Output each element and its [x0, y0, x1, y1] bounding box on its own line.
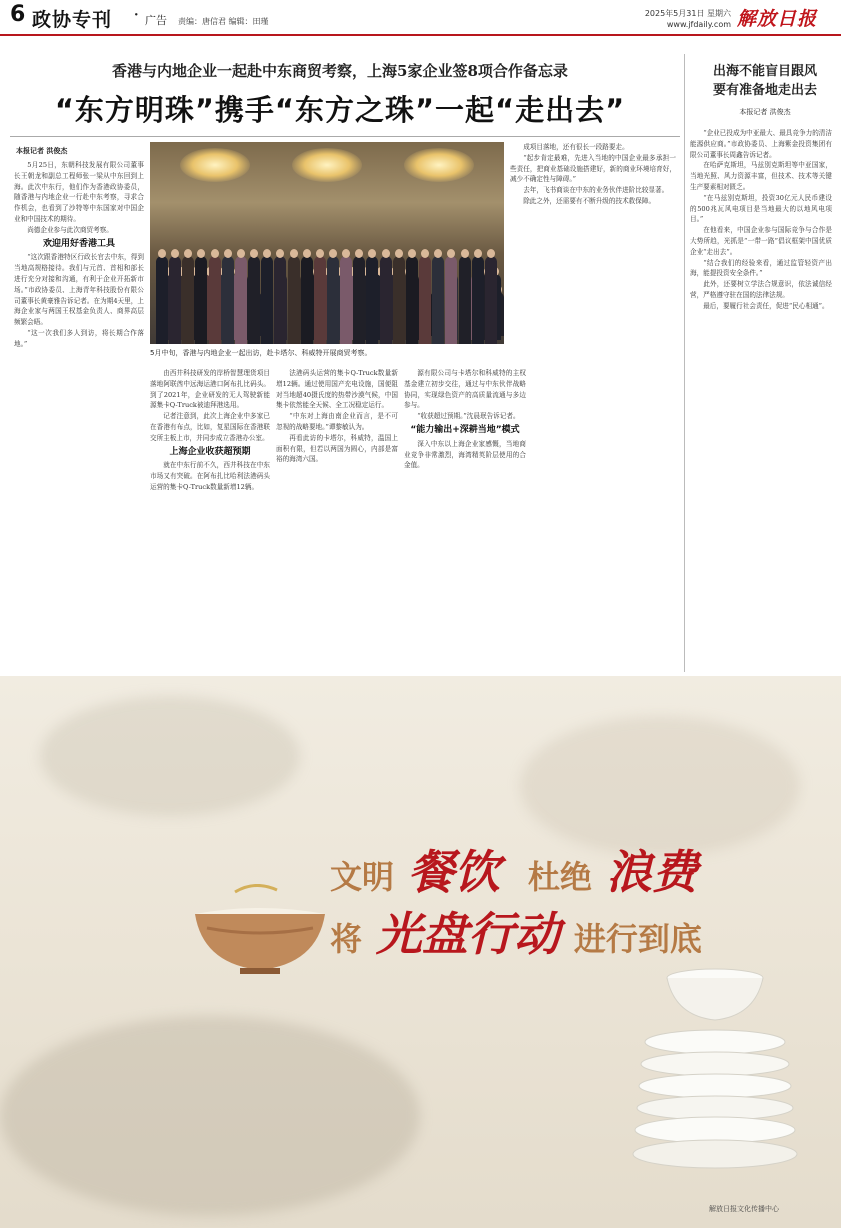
delegate-figure	[393, 256, 405, 344]
article-paragraph: 法港码头运营的集卡Q-Truck数量新增12辆。通过使用国产充电设施，国便阻对当地超40摄氏度的热带沙漠气候，中国集卡依然能全天候、全工况稳定运行。	[276, 369, 398, 410]
article-paragraph: 5月25日，东朝科技发展有限公司董事长王朝龙和副总工程师张一梁从中东回到上海。此次中东行，他们作为香港政协委员，随香港与内地企业一行赴中东考察，寻求合作机会，也看到了沙特等中东国家对中国企业和中国技术的期待。	[14, 161, 144, 223]
delegate-head	[342, 249, 350, 258]
sidebar-paragraph: 最后，要履行社会责任，促进“民心相通”。	[703, 301, 829, 310]
slogan-word: 进行到底	[573, 920, 702, 958]
delegate-figure	[195, 256, 207, 344]
article-column-3	[276, 368, 398, 670]
slogan-line-1	[330, 836, 698, 902]
ink-mist	[40, 696, 300, 816]
sidebar-paragraph: “结合我们的经验来看，通过监管轻资产出海，能提投资安全条件。”	[690, 258, 832, 278]
sidebar-paragraph: “在马兹别克斯坦，投资30亿元人民币建设的500兆瓦风电项目是当地最大的以地风电项目。”	[690, 193, 832, 224]
ink-mountain	[0, 1016, 420, 1216]
sidebar-author: 本报记者 洪俊杰	[739, 108, 791, 116]
section-dot: ·	[134, 8, 139, 23]
slogan-word: 浪费	[605, 845, 698, 899]
delegate-head	[276, 249, 284, 258]
delegate-figure	[406, 256, 418, 344]
delegate-head	[408, 249, 416, 258]
article-paragraph: “这次跟香港特区行政长官去中东，得到当地高规格接待。我们与元首、首相和部长进行充分对接和沟通，有利于企业开拓新市场。”市政协委员、上海青年科技股份有限公司董事长黄豪雅告诉记者。在为期4天里，上海企业家与两国王权基金负责人、商界高层频繁会晤。	[14, 253, 144, 327]
ink-mist	[520, 716, 800, 856]
delegate-head	[434, 249, 442, 258]
delegate-figure	[432, 256, 444, 344]
delegate-head	[237, 249, 245, 258]
delegate-head	[368, 249, 376, 258]
article-paragraph: “这一次我们多人到访，将长期合作落地。”	[14, 328, 144, 348]
slogan-word: 光盘行动	[375, 907, 560, 961]
article-paragraph: 就在中东行前不久，西井科技在中东市场又有突破。在阿布扎比哈利法港码头运营的集卡Q-Truck数量新增12辆。	[150, 461, 270, 491]
chandelier-light	[404, 148, 474, 182]
delegate-figure	[274, 256, 286, 344]
delegate-head	[290, 249, 298, 258]
delegate-head	[158, 249, 166, 258]
delegate-head	[171, 249, 179, 258]
slogan-line-2	[330, 898, 702, 964]
delegate-head	[461, 249, 469, 258]
article-paragraph: “收获超过预期。”沈晨珉告诉记者。	[417, 412, 520, 421]
delegate-figure	[340, 256, 352, 344]
delegate-head	[355, 249, 363, 258]
sidebar-paragraph: 此外，还要树立学法合规意识，依法诚信经营，严格遵守驻在国的法律法规。	[690, 280, 832, 299]
delegate-figure	[485, 256, 497, 344]
sidebar-paragraph: “企业已投成为中亚最大、最具竞争力的清洁能源供应商。”市政协委员、上海紫金投资集团有限公司董事长周鑫告诉记者。	[690, 129, 832, 159]
sidebar-title-line1: 出海不能盲目跟风	[712, 64, 817, 79]
poster-credit: 解放日报文化传播中心	[709, 1205, 779, 1213]
delegate-head	[421, 249, 429, 258]
article-author: 本报记者 洪俊杰	[16, 147, 68, 155]
delegate-figure	[235, 256, 247, 344]
chandelier-light	[292, 148, 362, 182]
delegate-figure	[353, 256, 365, 344]
newspaper-logo: 解放日报	[737, 8, 818, 30]
article-paragraph: 源有限公司与卡塔尔和科威特的主权基金建立初步交往，通过与中东伙伴战略协同，实现绿色资产的高质量流通与多边参与。	[404, 369, 526, 410]
delegate-head	[487, 249, 495, 258]
delegation-photo	[150, 142, 504, 344]
slogan-word: 将	[330, 920, 363, 958]
article-paragraph: 尚德企业参与此次商贸考察。	[27, 225, 113, 234]
delegate-figure	[445, 256, 457, 344]
delegate-figure	[314, 256, 326, 344]
article-paragraph: 再看此访的卡塔尔，科威特，温国上面积有限，但若以两国为圆心，内部是富裕的海湾六国。	[276, 433, 398, 464]
delegate-figure	[222, 256, 234, 344]
anti-food-waste-poster	[0, 676, 841, 1228]
delegate-figure	[327, 256, 339, 344]
delegate-head	[395, 249, 403, 258]
delegate-head	[197, 249, 205, 258]
delegate-head	[211, 249, 219, 258]
chandelier-light	[180, 148, 250, 182]
delegate-figure	[472, 256, 484, 344]
sidebar-title	[690, 62, 840, 100]
delegate-head	[184, 249, 192, 258]
delegate-head	[474, 249, 482, 258]
section-heading-harvest: 上海企业收获超预期	[169, 446, 251, 457]
delegate-figure	[380, 256, 392, 344]
ad-tag: 广告	[145, 14, 167, 27]
stacked-plates-icon	[630, 966, 800, 1186]
section-heading-capability-model: “能力输出+深耕当地”模式	[410, 424, 520, 435]
delegate-figure	[288, 256, 300, 344]
delegate-head	[303, 249, 311, 258]
delegate-figure	[248, 256, 260, 344]
section-name: 政协专刊	[32, 9, 113, 31]
sidebar-paragraph: 在他看来，中国企业参与国际竞争与合作是大势所趋，光抓是“一带一路”倡议框架中国优质企业“走出去”。	[690, 226, 832, 256]
article-paragraph: 成项目落地，还有很长一段路要走。	[523, 143, 629, 151]
delegate-head	[382, 249, 390, 258]
article-subtitle: 香港与内地企业一起赴中东商贸考察，上海5家企业签8项合作备忘录	[112, 62, 568, 80]
article-paragraph: 去年，飞书商谈在中东的业务伙伴进阶比较显著。	[523, 186, 669, 195]
delegate-head	[263, 249, 271, 258]
delegate-head	[250, 249, 258, 258]
article-paragraph: 记者注意到，此次上海企业中多家已在香港有布点，比如，复星国际在香港联交所主板上市，并同步成立香港办公室。	[150, 412, 270, 442]
delegate-head	[329, 249, 337, 258]
site-url[interactable]: www.jfdaily.com	[666, 20, 731, 29]
sidebar-paragraph: 在哈萨克斯坦，马兹别克斯坦等中亚国家，当地光照、风力资源丰富，但技术、技术等关键生产要素相对匮乏。	[690, 161, 832, 191]
delegate-figure	[209, 256, 221, 344]
column-divider	[684, 54, 685, 672]
slogan-word: 杜绝	[527, 858, 592, 896]
delegate-figure	[261, 256, 273, 344]
masthead	[0, 0, 841, 36]
delegate-figure	[419, 256, 431, 344]
article-column-1	[14, 160, 144, 670]
sidebar-body	[690, 128, 832, 668]
delegate-head	[316, 249, 324, 258]
article-paragraph: 由西井科技研发的岸桥智慧理货项目落地阿联酋中远海运港口阿布扎比码头。到了2021年，企业研发的无人驾驶新能源集卡Q-Truck被迪拜港选用。	[150, 369, 270, 410]
delegate-figure	[182, 256, 194, 344]
article-column-4	[404, 368, 526, 670]
article-paragraph: “中东对上海由南企业而言，是不可忽视的战略要地。”谭黎敏认为。	[276, 412, 398, 431]
slogan-word: 文明	[330, 858, 395, 896]
section-heading-hk-tools: 欢迎用好香港工具	[42, 238, 115, 249]
article-paragraph: 深入中东以上海企业家感慨，当地商业竞争非常激烈，海湾精英阶层使用的合金值。	[404, 439, 526, 470]
delegation-group	[150, 204, 504, 344]
delegate-figure	[169, 256, 181, 344]
delegate-figure	[301, 256, 313, 344]
delegate-head	[224, 249, 232, 258]
article-paragraph: “起步肯定最难，先进入当地的中国企业最多承担一些责任，把商业基础设施搭建好，新的商业环境培育好，减少不确定性与障碍。”	[510, 153, 676, 184]
article-headline: “东方明珠”携手“东方之珠”一起“走出去”	[54, 93, 626, 127]
rice-bowl-icon	[185, 884, 335, 974]
article-column-2	[150, 368, 270, 670]
slogan-word: 餐饮	[407, 845, 500, 899]
article-column-5	[510, 142, 676, 670]
sidebar-title-line2: 要有准备地走出去	[712, 83, 817, 98]
delegate-figure	[156, 256, 168, 344]
delegate-figure	[366, 256, 378, 344]
photo-caption: 5月中旬，香港与内地企业一起出访，赴卡塔尔、科威特开展商贸考察。	[150, 349, 372, 357]
issue-date: 2025年5月31日 星期六	[644, 9, 731, 18]
editor-credits: 责编：唐信君 编辑：田瑾	[178, 17, 269, 26]
delegate-figure	[459, 256, 471, 344]
article-paragraph: 除此之外，还需要有不断升级的技术救保障。	[523, 196, 656, 205]
page-number: 6	[10, 2, 26, 27]
delegate-head	[447, 249, 455, 258]
headline-divider	[10, 136, 680, 137]
